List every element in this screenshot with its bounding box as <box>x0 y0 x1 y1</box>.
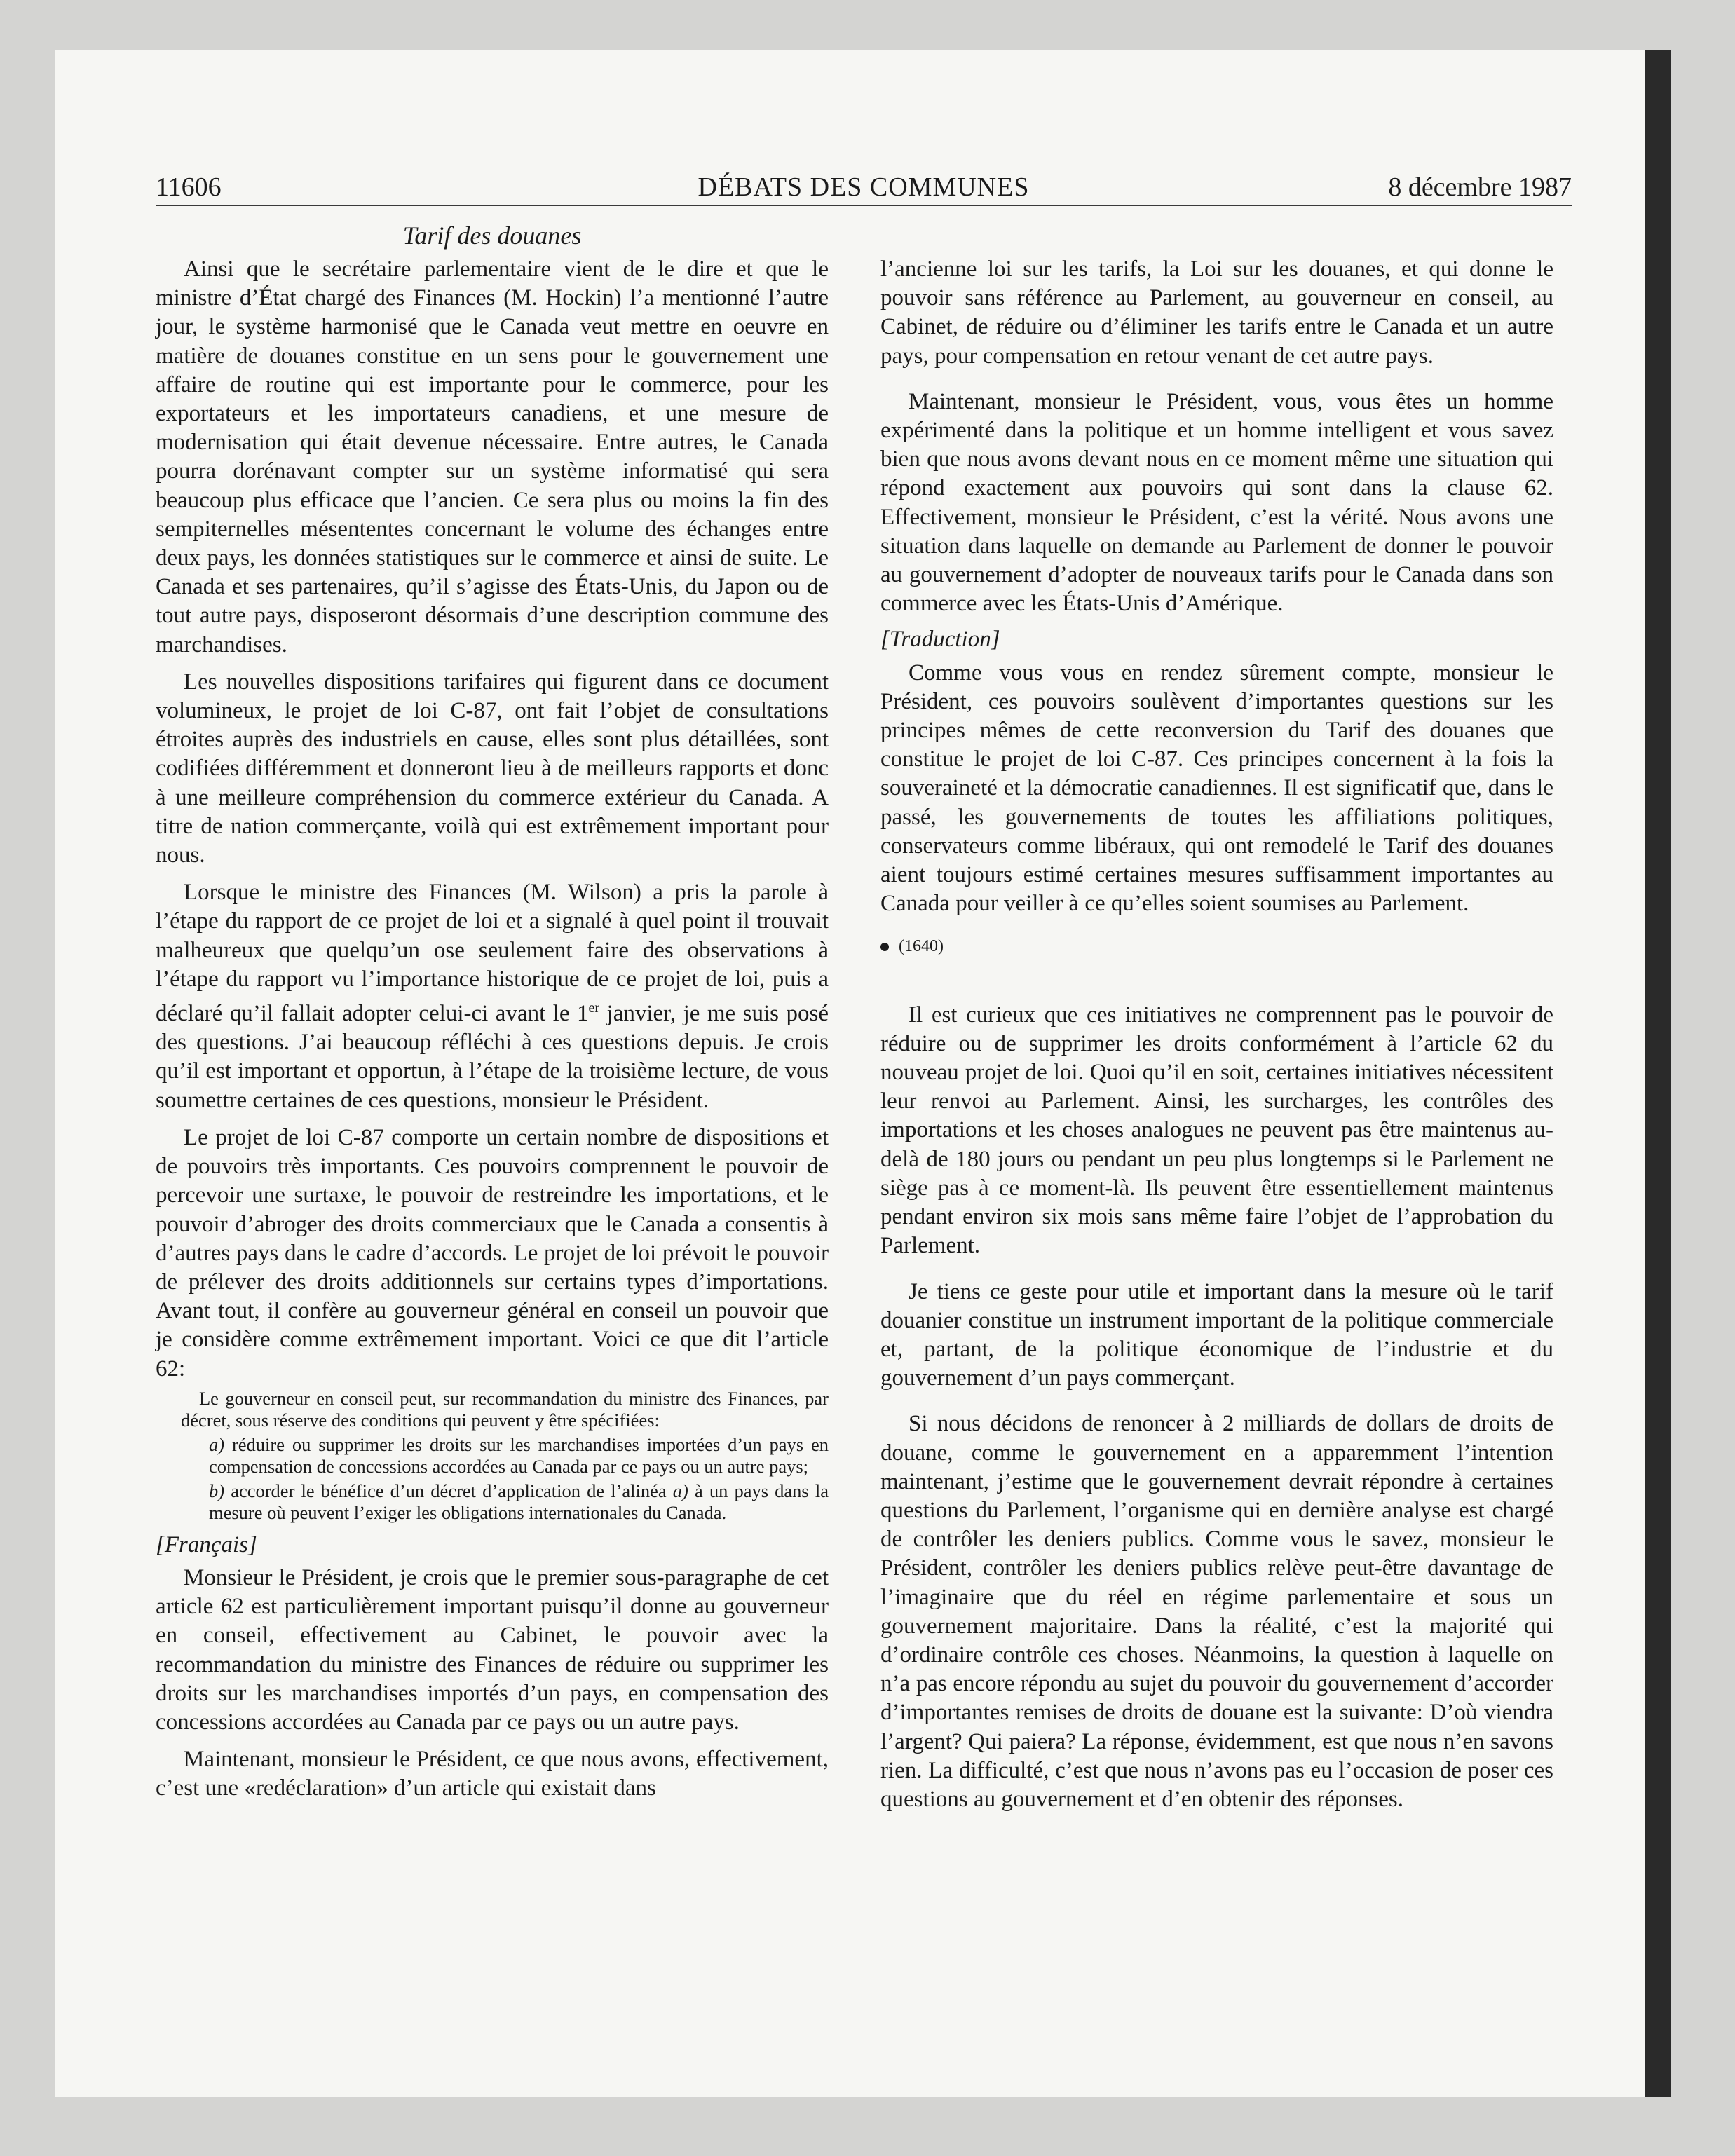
page-number: 11606 <box>156 172 222 202</box>
paragraph: Ainsi que le secrétaire parlementaire vient de le dire et que le ministre d’État chargé des Finances (M. Hockin) l’a mentionné l’autre jour, le système harmonisé que le Canada veut mettre en oeuvre en matière de douanes constitue en un sens pour le gouvernement une affaire de routine qui est importante pour le commerce, pour les exportateurs et les importateurs canadiens, et une mesure de modernisation qui était devenue nécessaire. Entre autres, le Canada pourra dorénavant compter sur un système informatisé qui sera beaucoup plus efficace que l’ancien. Ce sera plus ou moins la fin des sempiternelles mésententes concernant le volume des échanges entre deux pays, les données statistiques sur le commerce et ainsi de suite. Le Canada et ses partenaires, qu’il s’agisse des États-Unis, du Japon ou de tout autre pays, disposeront désormais d’une description commune des marchandises. <box>156 257 829 657</box>
paragraph <box>156 878 829 1115</box>
paragraph: Maintenant, monsieur le Président, vous, vous êtes un homme expérimenté dans la politique et un homme intelligent et vous savez bien que nous avons devant nous en ce moment même une situation qui répond exactement aux pouvoirs qui sont dans la clause 62. Effectivement, monsieur le Président, c’est la vérité. Nous avons une situation dans laquelle on demande au Parlement de donner le pouvoir au gouvernement d’adopter de nouveaux tarifs pour le Canada dans son commerce avec les États-Unis d’Amérique. <box>880 388 1553 617</box>
header-date: 8 décembre 1987 <box>1388 172 1572 202</box>
publication-title: DÉBATS DES COMMUNES <box>698 172 1030 202</box>
text-run: janvier, je me suis posé des questions. J’ai beaucoup réfléchi à ces questions depuis. Je crois qu’il est important et opportun, à l’étape de la troisième lecture, de vous soumettre certaines de ces questions, monsieur le Président. <box>156 1001 829 1113</box>
scan-edge-bar <box>1645 50 1671 2097</box>
paragraph: Si nous décidons de renoncer à 2 milliards de dollars de droits de douane, comme le gouvernement en a apparemment l’intention maintenant, j’estime que le gouvernement devrait répondre à certaines questions du Parlement, l’organisme qui en dernière analyse est chargé de contrôler les deniers publics. Comme vous le savez, monsieur le Président, contrôler les deniers publics relève peut-être davantage de l’imaginaire que du réel en régime parlementaire et sous un gouvernement majoritaire. Dans la réalité, c’est la majorité qui d’ordinaire contrôle ces choses. Néanmoins, la question à laquelle on n’a pas encore répondu au sujet du pouvoir du gouvernement d’accorder d’importantes remises de droits de douane est la suivante: D’où viendra l’argent? Qui paiera? La réponse, évidemment, est que nous n’en savons rien. La difficulté, c’est que nous n’avons pas eu l’occasion de poser ces questions au gouvernement et d’en obtenir des réponses. <box>880 1411 1553 1812</box>
language-label: [Français] <box>156 1531 257 1557</box>
text-run: accorder le bénéfice d’un décret d’application de l’alinéa <box>224 1480 673 1501</box>
paragraph: Je tiens ce geste pour utile et important dans la mesure où le tarif douanier constitue un instrument important de la politique commerciale et, partant, de la politique économique de l’industrie et du gouvernement d’un pays commerçant. <box>880 1278 1553 1391</box>
bullet-icon <box>880 943 889 951</box>
timestamp-marker <box>880 932 1553 961</box>
text-run: Lorsque le ministre des Finances (M. Wilson) a pris la parole à l’étape du rapport de ce projet de loi et a signalé à quel point il trouvait malheureux que quelqu’un ose seulement faire des observations à l’étape du rapport vu l’importance historique de ce projet de loi, puis a déclaré qu’il fallait adopter celui-ci avant le 1 <box>156 880 829 1027</box>
paragraph: Le projet de loi C-87 comporte un certain nombre de dispositions et de pouvoirs très importants. Ces pouvoirs comprennent le pouvoir de percevoir une surtaxe, le pouvoir de restreindre les importations, et le pouvoir d’abroger des droits commerciaux que le Canada a consentis à d’autres pays dans le cadre d’accords. Le projet de loi prévoit le pouvoir de prélever des droits additionnels sur certains types d’importations. Avant tout, il confère au gouverneur général en conseil un pouvoir que je considère comme extrêmement important. Voici ce que dit l’article 62: <box>156 1124 829 1381</box>
paragraph: Maintenant, monsieur le Président, ce que nous avons, effectivement, c’est une «redéclaration» d’un article qui existait dans <box>156 1747 829 1801</box>
running-header <box>156 171 1572 206</box>
item-marker: a) <box>209 1433 225 1455</box>
subject-heading: Tarif des douanes <box>402 221 582 250</box>
text-run: réduire ou supprimer les droits sur les marchandises importées d’un pays en compensation de concessions accordées au Canada par ce pays ou un autre pays; <box>209 1433 829 1477</box>
quote-item-a <box>209 1434 829 1478</box>
text-run: à un pays dans la mesure où peuvent l’exiger les obligations internationales du Canada. <box>209 1480 829 1523</box>
item-marker: b) <box>209 1480 225 1501</box>
paragraph: Les nouvelles dispositions tarifaires qui figurent dans ce document volumineux, le projet de loi C-87, ont fait l’objet de consultations étroites auprès des industriels en cause, elles sont plus détaillées, sont codifiées différemment et donneront lieu à de meilleurs rapports et donc à une meilleure compréhension du commerce extérieur du Canada. A titre de nation commerçante, voilà qui est extrêmement important pour nous. <box>156 669 829 868</box>
quote-intro: Le gouverneur en conseil peut, sur recommandation du ministre des Finances, par décret, sous réserve des conditions qui peuvent y être spécifiées: <box>181 1387 829 1431</box>
paragraph: Il est curieux que ces initiatives ne comprennent pas le pouvoir de réduire ou de supprimer les droits conformément à l’article 62 du nouveau projet de loi. Quoi qu’il en soit, certaines initiatives nécessitent leur renvoi au Parlement. Ainsi, les surcharges, les contrôles des importations et les choses analogues ne peuvent pas être maintenus au-delà de 180 jours ou pendant un peu plus longtemps si le Parlement ne siège pas à ce moment-là. Ils peuvent être essentiellement maintenus pendant environ six mois sans même faire l’objet de l’approbation du Parlement. <box>880 1002 1553 1259</box>
quote-item-b <box>209 1480 829 1524</box>
superscript: er <box>588 1000 600 1016</box>
language-label: [Traduction] <box>880 627 1000 653</box>
statute-quote <box>181 1388 829 1524</box>
right-column <box>880 255 1553 1814</box>
paragraph: Monsieur le Président, je crois que le premier sous-paragraphe de cet article 62 est particulièrement important puisqu’il donne au gouverneur en conseil, effectivement au Cabinet, le pouvoir avec la recommandation du ministre des Finances de réduire ou supprimer les droits sur les marchandises importés d’un pays, en compensation des concessions accordées au Canada par ce pays ou un autre pays. <box>156 1564 829 1735</box>
item-reference: a) <box>672 1480 688 1501</box>
timestamp: (1640) <box>899 937 944 956</box>
paragraph: Comme vous vous en rendez sûrement compte, monsieur le Président, ces pouvoirs soulèvent d’importantes questions sur les principes mêmes de cette reconversion du Tarif des douanes que constitue le projet de loi C-87. Ces principes concernent à la fois la souveraineté et la démocratie canadiennes. Il est significatif que, dans le passé, les gouvernements de toutes les affiliations politiques, conservateurs comme libéraux, qui ont remodelé le Tarif des douanes aient toujours estimé certaines mesures suffisamment importantes au Canada pour veiller à ce qu’elles soient soumises au Parlement. <box>880 660 1553 917</box>
paragraph: l’ancienne loi sur les tarifs, la Loi sur les douanes, et qui donne le pouvoir sans référence au Parlement, au gouverneur en conseil, au Cabinet, de réduire ou d’éliminer les tarifs entre le Canada et un autre pays, pour compensation en retour venant de cet autre pays. <box>880 257 1553 369</box>
left-column <box>156 255 829 1803</box>
